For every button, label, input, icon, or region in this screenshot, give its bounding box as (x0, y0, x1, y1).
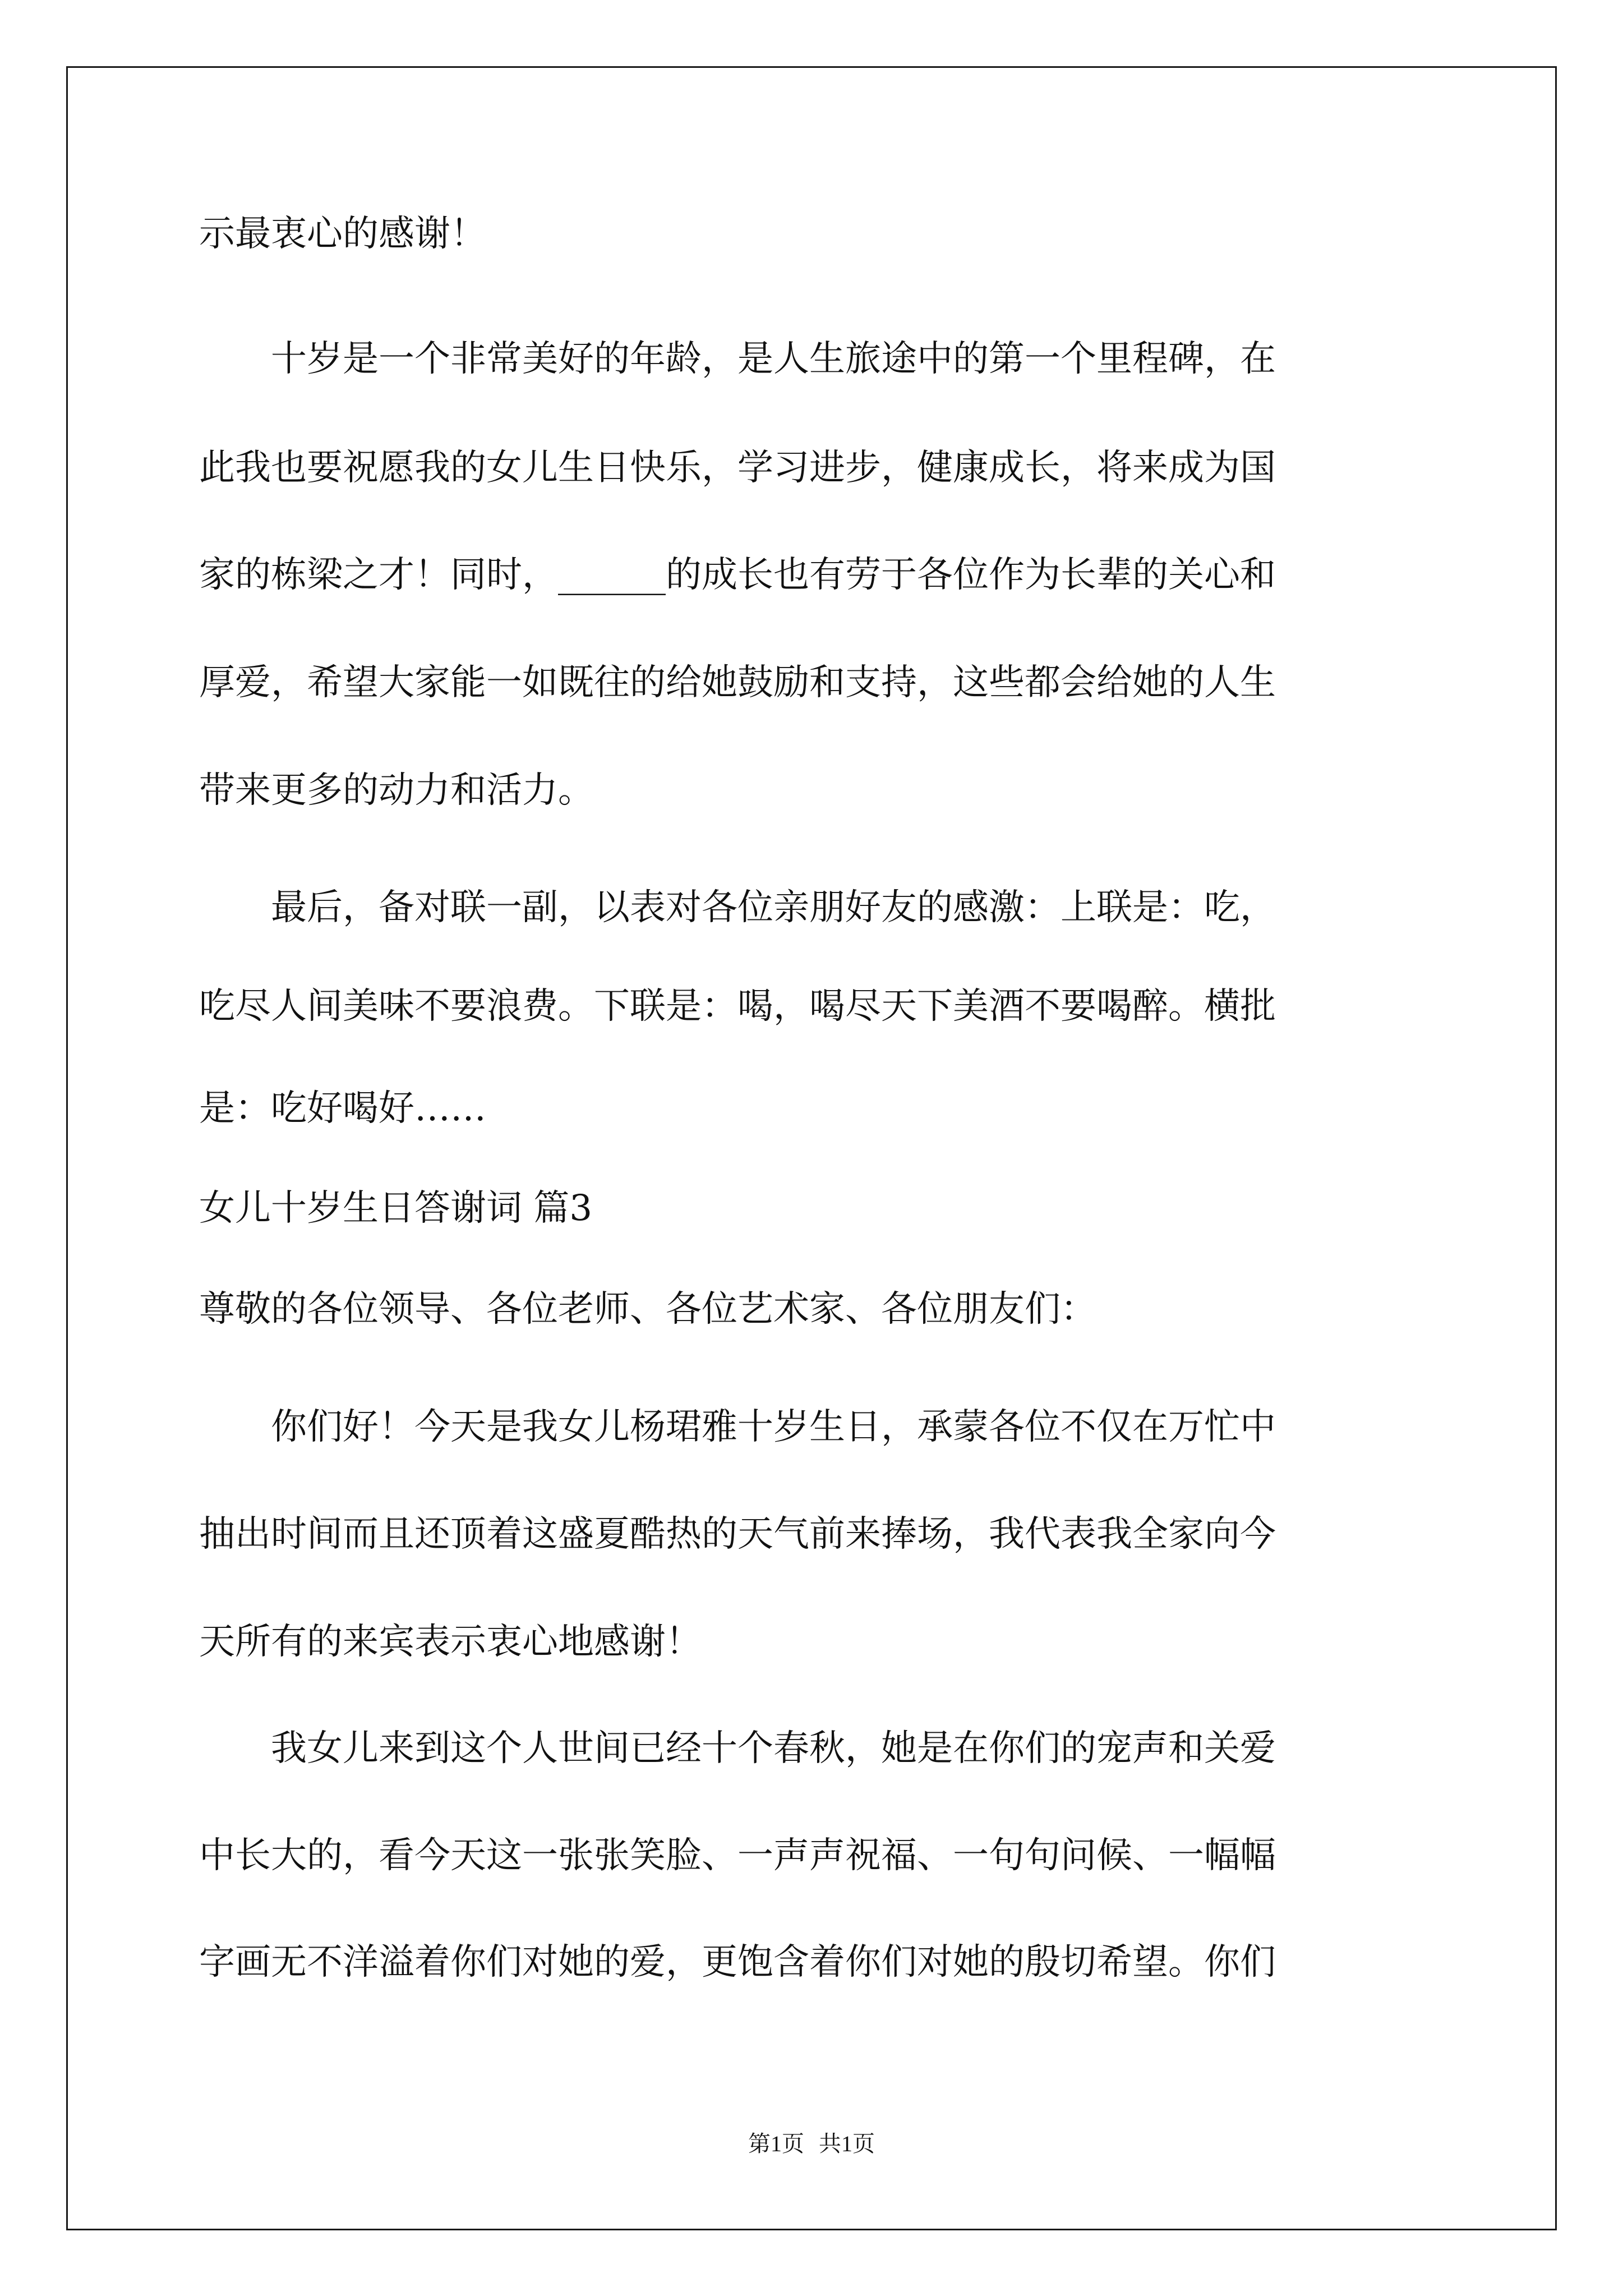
text-line: 我女儿来到这个人世间已经十个春秋，她是在你们的宠声和关爱 (199, 1728, 1276, 1769)
text-line: 抽出时间而且还顶着这盛夏酷热的天气前来捧场，我代表我全家向今 (199, 1513, 1276, 1555)
text-line: 字画无不洋溢着你们对她的爱，更饱含着你们对她的殷切希望。你们 (199, 1941, 1276, 1983)
page-footer (0, 2126, 1623, 2158)
text-line: 此我也要祝愿我的女儿生日快乐，学习进步，健康成长，将来成为国 (199, 447, 1276, 489)
text-line: 带来更多的动力和活力。 (199, 770, 594, 811)
text-line: 家的栋梁之才！同时，______的成长也有劳于各位作为长辈的关心和 (199, 554, 1276, 596)
page-total: 共1页 (819, 2131, 875, 2156)
text-line: 十岁是一个非常美好的年龄，是人生旅途中的第一个里程碑，在 (199, 338, 1276, 380)
text-line: 是：吃好喝好…… (199, 1088, 486, 1129)
text-line: 示最衷心的感谢！ (199, 213, 486, 255)
text-line: 厚爱，希望大家能一如既往的给她鼓励和支持，这些都会给她的人生 (199, 662, 1276, 703)
text-line: 你们好！今天是我女儿杨珺雅十岁生日，承蒙各位不仅在万忙中 (199, 1406, 1276, 1448)
text-line: 尊敬的各位领导、各位老师、各位艺术家、各位朋友们： (199, 1289, 1096, 1330)
page-border (66, 66, 1557, 2230)
text-line: 中长大的，看今天这一张张笑脸、一声声祝福、一句句问候、一幅幅 (199, 1835, 1276, 1876)
text-line: 吃尽人间美味不要浪费。下联是：喝，喝尽天下美酒不要喝醉。横批 (199, 986, 1276, 1027)
text-line: 天所有的来宾表示衷心地感谢！ (199, 1621, 702, 1663)
page-number: 第1页 (748, 2131, 804, 2156)
section-heading: 女儿十岁生日答谢词 篇3 (199, 1188, 593, 1229)
text-line: 最后，备对联一副，以表对各位亲朋好友的感激：上联是：吃， (199, 887, 1276, 928)
